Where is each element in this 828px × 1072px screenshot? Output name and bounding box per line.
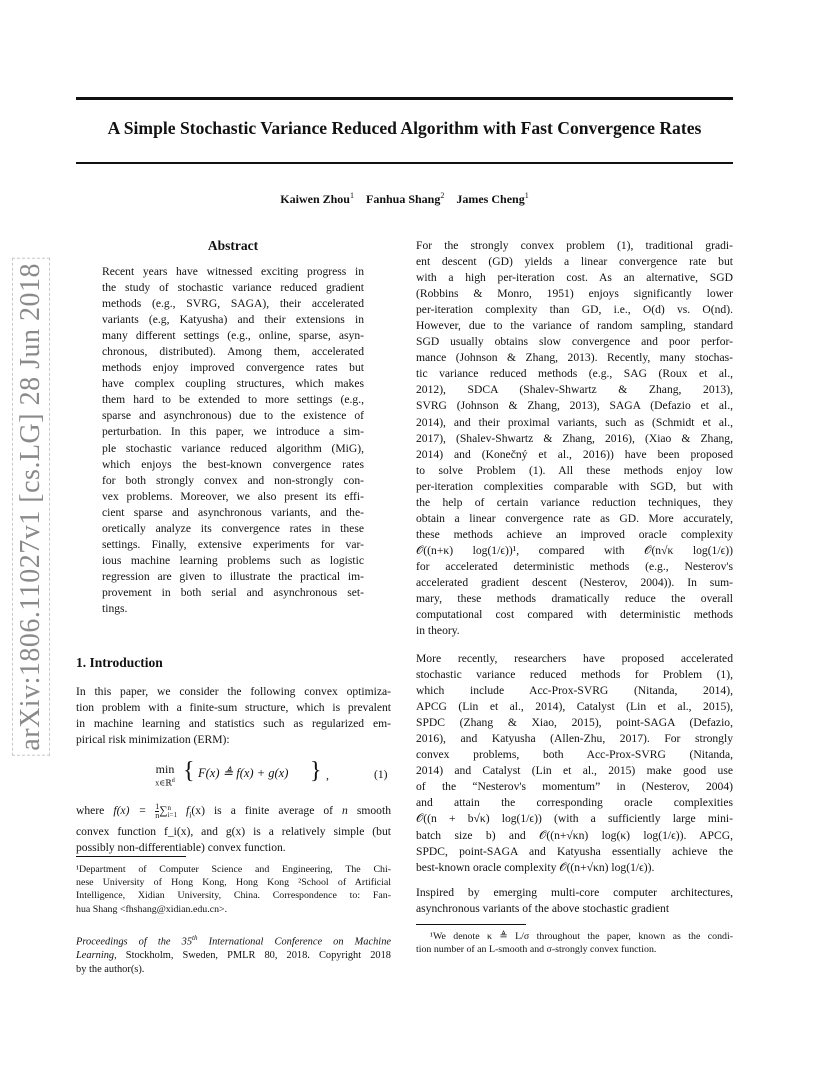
- intro-line: in machine learning and statistics such as regularized em-: [76, 717, 391, 731]
- abstract-line: ious machine learning problems such as logistic: [102, 553, 364, 567]
- author-affiliation: 1: [349, 191, 354, 200]
- right-p1-line: these methods achieve an improved oracle complexity: [416, 527, 733, 541]
- right-p2-line: of the “Nesterov's momentum” in (Nesterov, 2004): [416, 780, 733, 794]
- right-p1-line: obtain a linear convergence rate as GD. More accurately,: [416, 511, 733, 525]
- right-p1-line: computational cost compared with deterministic methods: [416, 608, 733, 622]
- abstract-line: regression are given to illustrate the practical im-: [102, 569, 364, 583]
- right-p2-line: best-known oracle complexity 𝒪((n+√κn) log(1/ϵ)).: [416, 860, 655, 874]
- intro-after-line: possibly non-differentiable) convex function.: [76, 840, 286, 854]
- abstract-line: oretically analyze its convergence rates in these: [102, 521, 364, 535]
- left-footnote-rule: [76, 856, 186, 857]
- right-p1-line: to solve Problem (1). All these methods enjoy low: [416, 463, 733, 477]
- paper-title: A Simple Stochastic Variance Reduced Algorithm with Fast Convergence Rates: [107, 118, 702, 138]
- author-affiliation: 2: [440, 191, 445, 200]
- abstract-line: ple stochastic variance reduced algorithm (MiG),: [102, 441, 364, 455]
- right-paragraph-3: [416, 885, 733, 917]
- abstract-line: perturbation. In this paper, we introduce a sim-: [102, 425, 364, 439]
- intro-after-equation: [76, 803, 391, 856]
- abstract-line: for both strongly convex and non-strongly con-: [102, 473, 364, 487]
- right-p1-line: SVRG (Johnson & Zhang, 2013), SAGA (Defazio et al.,: [416, 399, 733, 413]
- abstract-line: settings. Finally, extensive experiments for var-: [102, 537, 364, 551]
- right-p2-line: APCG (Lin et al., 2014), Catalyst (Lin et al., 2015),: [416, 700, 733, 714]
- abstract-line: chronous, distributed). Among them, accelerated: [102, 345, 364, 359]
- equation-number: (1): [374, 768, 388, 781]
- right-p1-line: For the strongly convex problem (1), traditional gradi-: [416, 239, 733, 252]
- equation-min: min: [155, 762, 175, 776]
- right-p1-line: in theory.: [416, 624, 460, 638]
- right-p2-line: 2016), and Katyusha (Allen-Zhu, 2017). For strongly: [416, 732, 733, 746]
- right-p2-line: which include Acc-Prox-SVRG (Nitanda, 2014),: [416, 684, 733, 698]
- intro-line: tion problem with a finite-sum structure, which is prevalent: [76, 701, 391, 715]
- left-footnote: [76, 863, 391, 916]
- intro-body: [76, 684, 391, 748]
- intro-after-line: where f(x) = $\frac{1}{n}$ ∑ n i=1 $f_i(x)$ is a finite average of n smooth: [76, 802, 391, 820]
- right-p1-line: 2014) and (Konečný et al., 2016)) have been proposed: [416, 447, 733, 461]
- equation-subscript-sup: d: [171, 778, 175, 784]
- right-p1-line: However, due to the variance of random sampling, standard: [416, 319, 733, 333]
- right-p1-line: tic variance reduced methods (e.g., SAG (Roux et al.,: [416, 367, 733, 381]
- right-p2-line: SPDC, point-SAGA and Katyusha essentially achieve the: [416, 844, 733, 858]
- right-p1-line: accelerated gradient descent (Nesterov, 2004)). In sum-: [416, 575, 733, 589]
- abstract-line: methods enjoy improved convergence rates but: [102, 361, 364, 375]
- intro-line: In this paper, we consider the following convex optimiza-: [76, 685, 391, 698]
- right-p1-line: per-iteration complexity than GD, i.e., O(d) vs. O(nd).: [416, 303, 733, 317]
- right-p1-line: (Robbins & Monro, 1951) enjoys significantly lower: [416, 287, 733, 301]
- right-p2-line: and attain the corresponding oracle complexities: [416, 796, 733, 810]
- right-p1-line: 2017), (Shalev-Shwartz & Zhang, 2016), (Xiao & Zhang,: [416, 431, 733, 445]
- author-name: James Cheng: [456, 192, 525, 206]
- abstract-line: the study of stochastic variance reduced gradient: [102, 281, 364, 295]
- title-bottom-rule: [76, 162, 733, 164]
- right-footnote-rule: [416, 924, 526, 925]
- right-footnote-line: ¹We denote κ ≜ L/σ throughout the paper, known as the condi-: [430, 931, 733, 942]
- abstract-line: many different settings (e.g., online, sparse, asyn-: [102, 329, 364, 343]
- footnote-line: nese University of Hong Kong, Hong Kong ²School of Artificial: [76, 877, 391, 889]
- right-footnote-line: tion number of an L-smooth and σ-strongly convex function.: [416, 944, 657, 955]
- right-p1-line: the help of certain variance reduction techniques, they: [416, 495, 733, 509]
- right-p2-line: stochastic variance reduced methods for Problem (1),: [416, 668, 733, 682]
- footnote-line: Intelligence, Xidian University, China. Correspondence to: Fan-: [76, 890, 391, 902]
- right-p1-line: 2012), SDCA (Shalev-Shwartz & Zhang, 2013),: [416, 383, 733, 397]
- right-p1-line: 2014), and their proximal variants, such as (Schmidt et al.,: [416, 415, 733, 429]
- right-p1-line: per-iteration complexities comparable with SGD, but with: [416, 479, 733, 493]
- equation-subscript: x∈ℝ: [155, 778, 172, 788]
- abstract-line: them hard to be extended to more settings (e.g.,: [102, 393, 364, 407]
- author-affiliation: 1: [524, 191, 529, 200]
- right-p2-line: 𝒪((n + b√κ) log(1/ϵ)) (with a sufficiently large mini-: [416, 812, 733, 826]
- right-p2-line: SPDC (Zhang & Xiao, 2015), point-SAGA (Defazio,: [416, 716, 733, 730]
- abstract-line: which enjoys the best-known convergence rates: [102, 457, 364, 471]
- right-p2-line: batch size b) and 𝒪((n+√κn) log(κ) log(1/ϵ)). APCG,: [416, 828, 733, 842]
- right-p3-line: Inspired by emerging multi-core computer architectures,: [416, 886, 733, 899]
- author-list: [76, 191, 733, 207]
- abstract-line: methods (e.g., SVRG, SAGA), their accelerated: [102, 297, 364, 311]
- abstract-heading: Abstract: [207, 238, 259, 253]
- footnote-line: ¹Department of Computer Science and Engineering, The Chi-: [76, 864, 391, 875]
- author-name: Kaiwen Zhou: [280, 192, 350, 206]
- footnote-line: hua Shang <fhshang@xidian.edu.cn>.: [76, 903, 228, 915]
- right-p1-line: with a high per-iteration cost. As an alternative, SGD: [416, 271, 733, 285]
- right-p1-line: 𝒪((n+κ) log(1/ϵ))¹, compared with 𝒪(n√κ log(1/ϵ)): [416, 543, 733, 557]
- abstract-line: Recent years have witnessed exciting progress in: [102, 265, 364, 278]
- abstract-line: cient sparse and asynchronous variants, and the-: [102, 505, 364, 519]
- right-paragraph-2: [416, 651, 733, 876]
- abstract-line: vex problems. Moreover, we also present its effi-: [102, 489, 364, 503]
- equation-1: min x∈ℝ$^d$ { F(x) ≜ f(x) + g(x) } ,: [150, 756, 350, 796]
- intro-line: pirical risk minimization (ERM):: [76, 733, 230, 747]
- section-heading-introduction: 1. Introduction: [76, 655, 163, 670]
- arxiv-stamp: [12, 258, 52, 751]
- right-p2-line: 2014) and Catalyst (Lin et al., 2015) make good use: [416, 764, 733, 778]
- equation-body: F(x) ≜ f(x) + g(x): [198, 766, 289, 780]
- abstract-line: tings.: [102, 601, 128, 615]
- proceedings-note: Proceedings of the 35th International Conference on Machine Learning, Stockholm, Sweden, PMLR 80, 2018. Copyright 2018 by the author(s).: [76, 934, 392, 976]
- right-p2-line: More recently, researchers have proposed accelerated: [416, 652, 733, 665]
- right-p1-line: SGD usually obtains slow convergence and poor perfor-: [416, 335, 733, 349]
- author-name: Fanhua Shang: [365, 192, 441, 206]
- right-p1-line: for accelerated deterministic methods (e.g., Nesterov's: [416, 559, 733, 573]
- abstract-line: variants (e.g, Katyusha) and their extensions in: [102, 313, 364, 327]
- right-footnote: [416, 930, 733, 956]
- right-p1-line: mary, these methods dramatically reduce the overall: [416, 592, 733, 606]
- intro-after-line: convex function f_i(x), and g(x) is a relatively simple (but: [76, 824, 391, 838]
- right-p2-line: convex problems, both Acc-Prox-SVRG (Nitanda,: [416, 748, 733, 762]
- right-p3-line: asynchronous variants of the above stochastic gradient: [416, 902, 670, 916]
- right-p1-line: ent descent (GD) yields a linear convergence rate but: [416, 255, 733, 269]
- abstract-body: [102, 264, 364, 617]
- abstract-line: sparse and asynchronous) due to the existence of: [102, 409, 364, 423]
- right-paragraph-1: [416, 238, 733, 639]
- arxiv-stamp-text: arXiv:1806.11027v1 [cs.LG] 28 Jun 2018: [12, 258, 50, 756]
- title-top-rule: [76, 97, 733, 100]
- abstract-line: provement in both serial and asynchronous set-: [102, 585, 364, 599]
- abstract-line: have complex coupling structures, which makes: [102, 377, 364, 391]
- right-p1-line: mance (Johnson & Zhang, 2013). Recently, many stochas-: [416, 351, 733, 365]
